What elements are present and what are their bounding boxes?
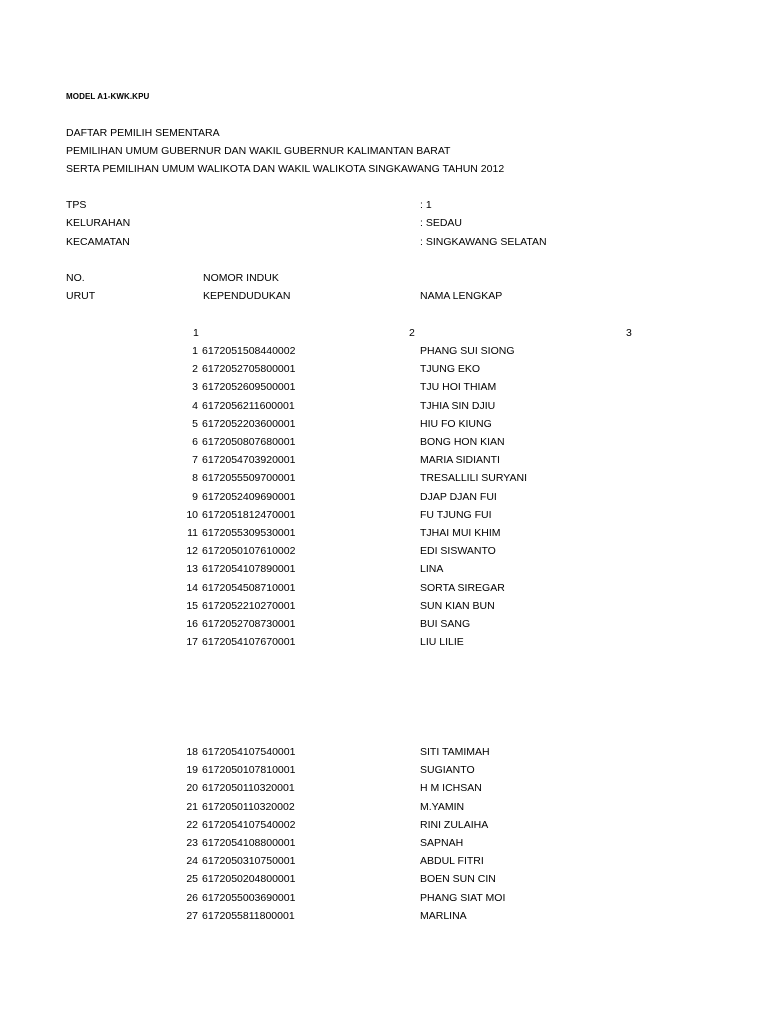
row-nik: 6172050204800001 — [202, 873, 296, 885]
row-no: 6 — [192, 436, 198, 448]
col-number-1: 1 — [193, 327, 199, 339]
row-nik: 6172050107610002 — [202, 545, 296, 557]
row-no: 16 — [186, 618, 198, 630]
row-nik: 6172054107540002 — [202, 819, 296, 831]
row-name: MARLINA — [420, 910, 467, 922]
row-no: 26 — [186, 892, 198, 904]
row-name: TJU HOI THIAM — [420, 381, 497, 393]
header-no: NO. — [66, 272, 85, 284]
kecamatan-value: : SINGKAWANG SELATAN — [420, 236, 547, 248]
row-no: 13 — [186, 563, 198, 575]
row-name: DJAP DJAN FUI — [420, 491, 497, 503]
row-no: 2 — [192, 363, 198, 375]
doc-title-line-2: PEMILIHAN UMUM GUBERNUR DAN WAKIL GUBERNUR KALIMANTAN BARAT — [66, 145, 451, 157]
row-nik: 6172054703920001 — [202, 454, 296, 466]
row-nik: 6172055811800001 — [202, 910, 295, 922]
row-nik: 6172055309530001 — [202, 527, 296, 539]
row-name: TRESALLILI SURYANI — [420, 472, 527, 484]
doc-title-line-1: DAFTAR PEMILIH SEMENTARA — [66, 127, 220, 139]
row-nik: 6172051812470001 — [202, 509, 296, 521]
row-name: SITI TAMIMAH — [420, 746, 490, 758]
row-nik: 6172052210270001 — [202, 600, 296, 612]
row-nik: 6172054508710001 — [202, 582, 296, 594]
row-no: 22 — [186, 819, 198, 831]
row-nik: 6172050310750001 — [202, 855, 296, 867]
row-name: EDI SISWANTO — [420, 545, 496, 557]
row-nik: 6172051508440002 — [202, 345, 296, 357]
row-nik: 6172050110320001 — [202, 782, 295, 794]
row-nik: 6172055509700001 — [202, 472, 296, 484]
row-name: MARIA SIDIANTI — [420, 454, 500, 466]
row-no: 25 — [186, 873, 198, 885]
row-nik: 6172056211600001 — [202, 400, 295, 412]
row-name: SORTA SIREGAR — [420, 582, 505, 594]
row-no: 5 — [192, 418, 198, 430]
row-name: SUN KIAN BUN — [420, 600, 495, 612]
row-no: 23 — [186, 837, 198, 849]
row-name: SUGIANTO — [420, 764, 475, 776]
row-name: LIU LILIE — [420, 636, 464, 648]
row-nik: 6172054107670001 — [202, 636, 296, 648]
row-name: TJHIA SIN DJIU — [420, 400, 496, 412]
row-nik: 6172050110320002 — [202, 801, 295, 813]
row-name: FU TJUNG FUI — [420, 509, 492, 521]
row-name: BUI SANG — [420, 618, 471, 630]
row-name: PHANG SIAT MOI — [420, 892, 506, 904]
row-no: 24 — [186, 855, 198, 867]
row-no: 3 — [192, 381, 198, 393]
row-name: BONG HON KIAN — [420, 436, 505, 448]
doc-title-line-3: SERTA PEMILIHAN UMUM WALIKOTA DAN WAKIL WALIKOTA SINGKAWANG TAHUN 2012 — [66, 163, 505, 175]
row-nik: 6172054107890001 — [202, 563, 296, 575]
row-no: 11 — [187, 527, 198, 539]
row-name: M.YAMIN — [420, 801, 465, 813]
row-nik: 6172054107540001 — [202, 746, 296, 758]
row-nik: 6172052203600001 — [202, 418, 296, 430]
kelurahan-value: : SEDAU — [420, 217, 463, 229]
model-code: MODEL A1-KWK.KPU — [66, 92, 150, 101]
row-name: TJUNG EKO — [420, 363, 481, 375]
row-no: 17 — [186, 636, 198, 648]
row-nik: 6172052705800001 — [202, 363, 296, 375]
row-no: 12 — [186, 545, 198, 557]
row-name: LINA — [420, 563, 444, 575]
row-name: ABDUL FITRI — [420, 855, 484, 867]
row-no: 7 — [192, 454, 198, 466]
row-no: 8 — [192, 472, 198, 484]
row-no: 19 — [186, 764, 198, 776]
row-no: 9 — [192, 491, 198, 503]
header-nomor-induk: NOMOR INDUK — [203, 272, 279, 284]
row-name: RINI ZULAIHA — [420, 819, 489, 831]
row-name: SAPNAH — [420, 837, 464, 849]
row-no: 10 — [186, 509, 198, 521]
row-nik: 6172052409690001 — [202, 491, 296, 503]
kelurahan-label: KELURAHAN — [66, 217, 131, 229]
row-no: 4 — [192, 400, 198, 412]
col-number-3: 3 — [626, 327, 632, 339]
row-nik: 6172054108800001 — [202, 837, 296, 849]
row-no: 1 — [192, 345, 198, 357]
row-no: 14 — [186, 582, 198, 594]
row-name: PHANG SUI SIONG — [420, 345, 515, 357]
row-nik: 6172050807680001 — [202, 436, 296, 448]
row-no: 21 — [186, 801, 198, 813]
row-nik: 6172052609500001 — [202, 381, 296, 393]
col-number-2: 2 — [409, 327, 415, 339]
row-nik: 6172055003690001 — [202, 892, 296, 904]
row-nik: 6172050107810001 — [202, 764, 296, 776]
row-name: H M ICHSAN — [420, 782, 482, 794]
row-name: HIU FO KIUNG — [420, 418, 492, 430]
row-name: BOEN SUN CIN — [420, 873, 496, 885]
kecamatan-label: KECAMATAN — [66, 236, 130, 248]
tps-value: : 1 — [420, 199, 432, 211]
header-urut: URUT — [66, 290, 96, 302]
row-nik: 6172052708730001 — [202, 618, 296, 630]
row-name: TJHAI MUI KHIM — [420, 527, 501, 539]
header-kependudukan: KEPENDUDUKAN — [203, 290, 291, 302]
row-no: 18 — [186, 746, 198, 758]
row-no: 27 — [186, 910, 198, 922]
row-no: 15 — [186, 600, 198, 612]
row-no: 20 — [186, 782, 198, 794]
tps-label: TPS — [66, 199, 87, 211]
header-nama-lengkap: NAMA LENGKAP — [420, 290, 503, 302]
